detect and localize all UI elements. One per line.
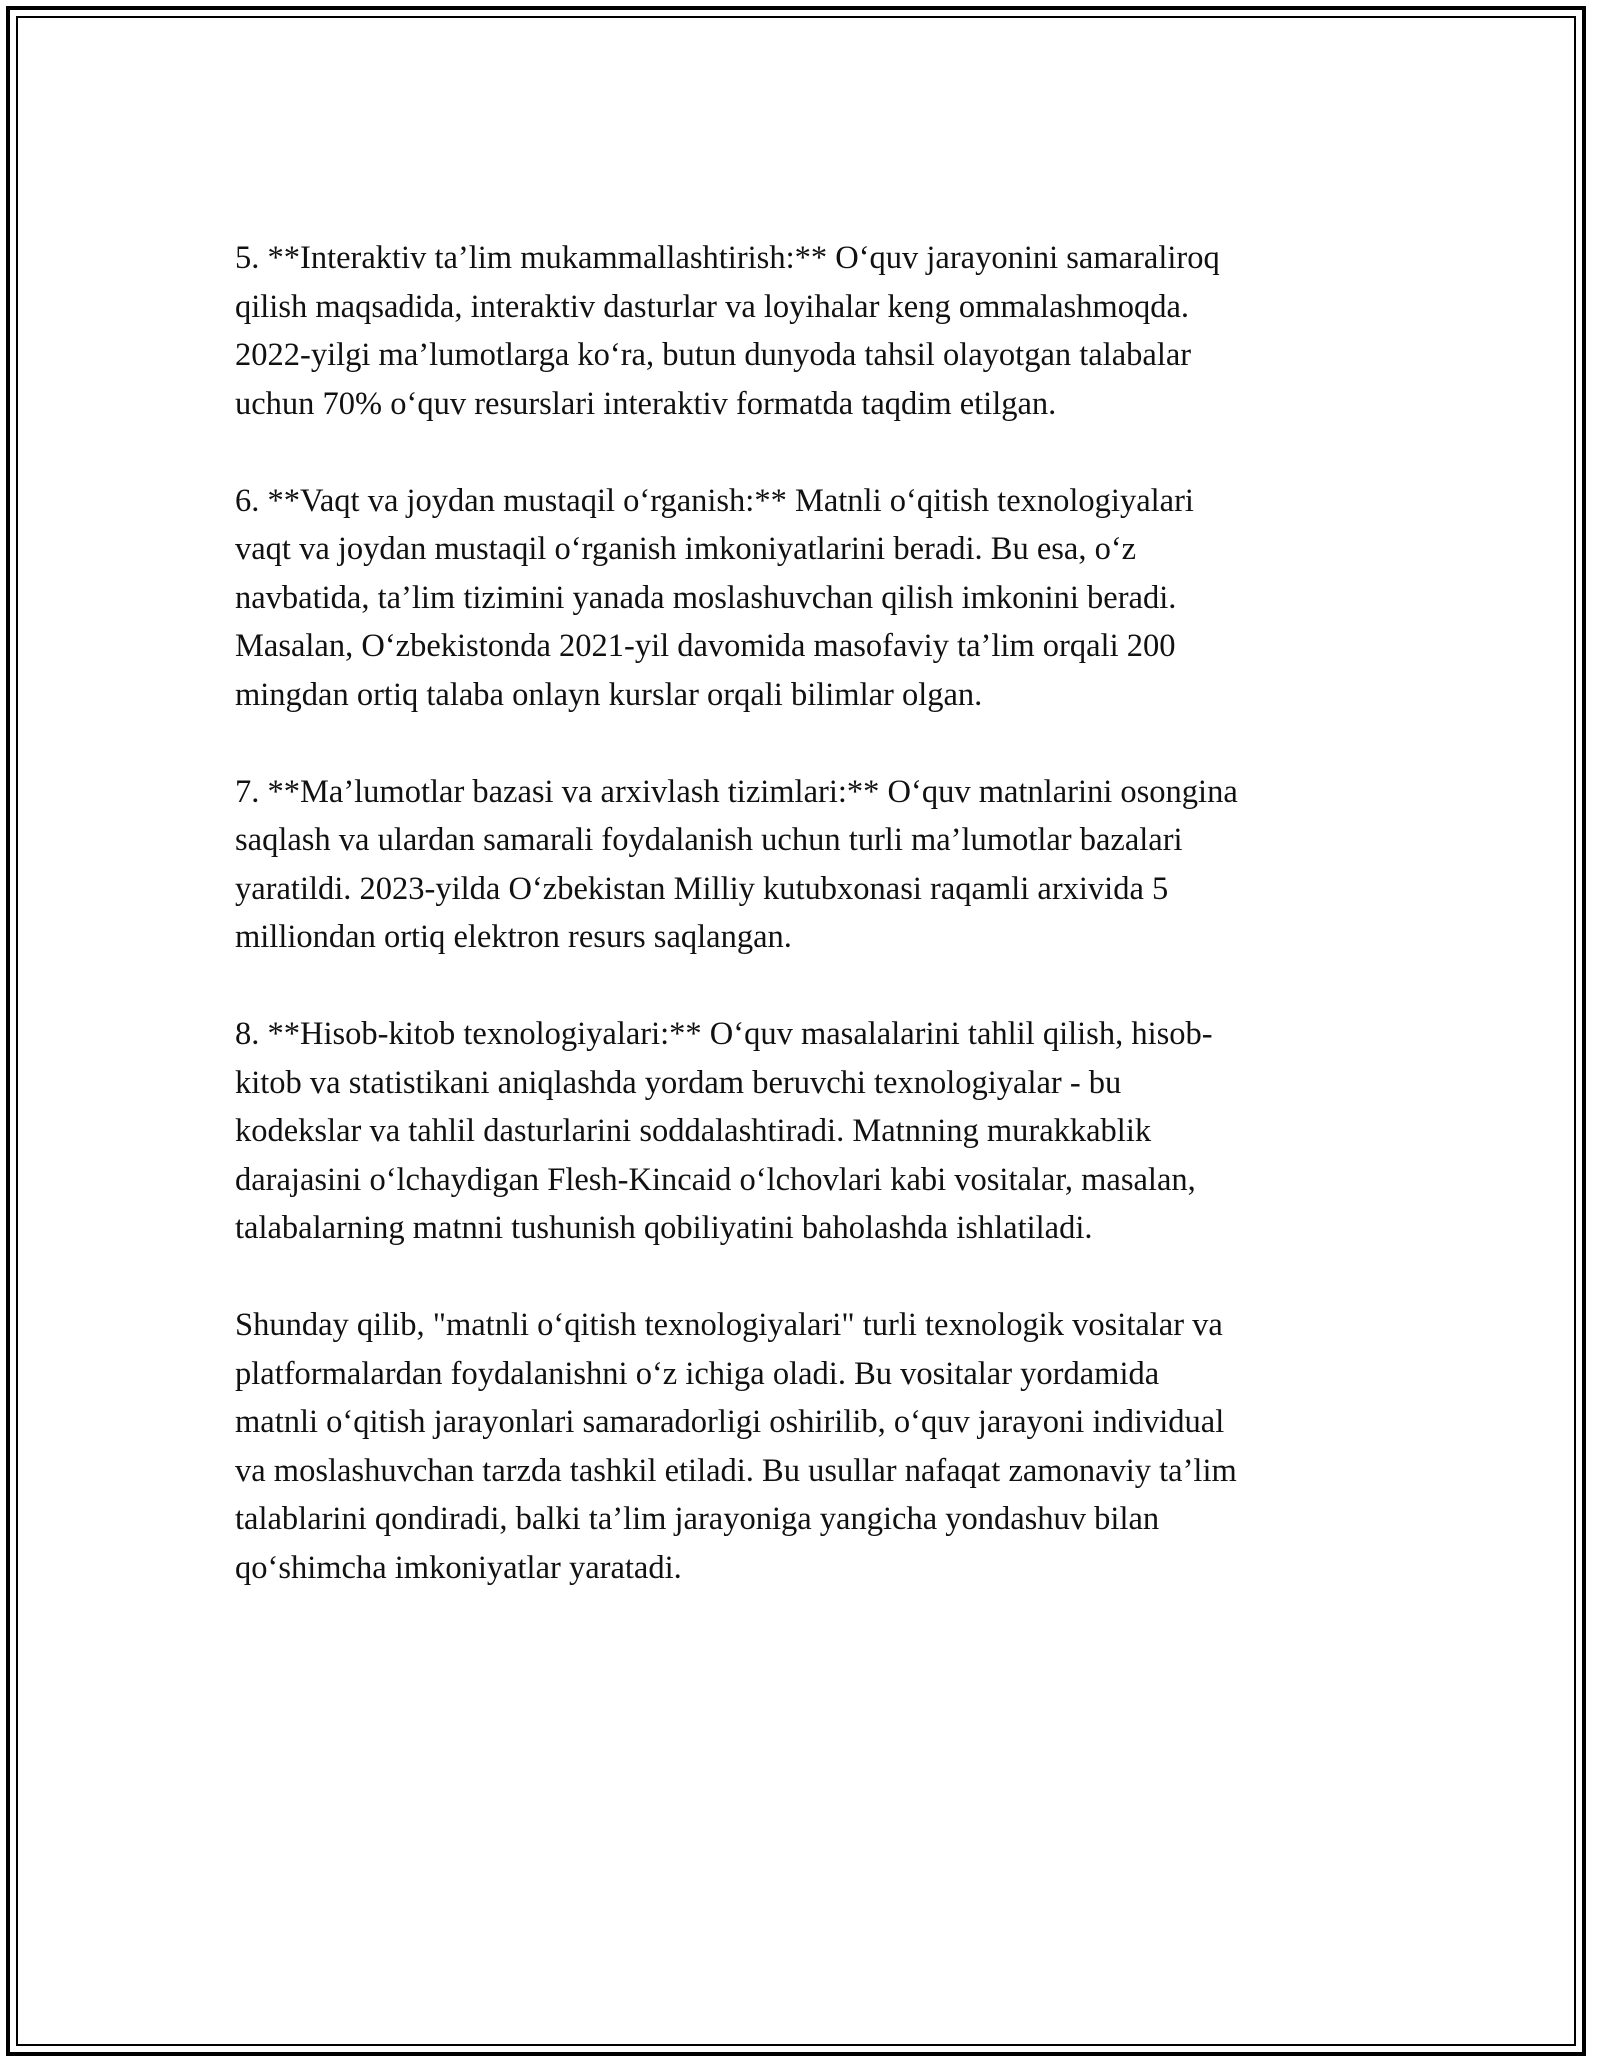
paragraph-independent-learning: 6. **Vaqt va joydan mustaqil o‘rganish:** Matnli o‘qitish texnologiyalari vaqt va joydan mustaqil o‘rganish imkoniyatlarini beradi. Bu esa, o‘z navbatida, ta’lim tizimini yanada moslashuvchan qilish imkonini beradi. Masalan, O‘zbekistonda 2021-yil davomida masofaviy ta’lim orqali 200 mingdan ortiq talaba onlayn kurslar orqali bilimlar olgan.: [235, 482, 1194, 713]
paragraph-databases-archives: 7. **Ma’lumotlar bazasi va arxivlash tizimlari:** O‘quv matnlarini osongina saqlash va ulardan samarali foydalanish uchun turli ma’lumotlar bazalari yaratildi. 2023-yilda O‘zbekistan Milliy kutubxonasi raqamli arxivida 5 milliondan ortiq elektron resurs saqlangan.: [235, 773, 1238, 955]
paragraph-conclusion: Shunday qilib, "matnli o‘qitish texnologiyalari" turli texnologik vositalar va platformalardan foydalanishni o‘z ichiga oladi. Bu vositalar yordamida matnli o‘qitish jarayonlari samaradorligi oshirilib, o‘quv jarayoni individual va moslashuvchan tarzda tashkil etiladi. Bu usullar nafaqat zamonaviy ta’lim talablarini qondiradi, balki ta’lim jarayoniga yangicha yondashuv bilan qo‘shimcha imkoniyatlar yaratadi.: [235, 1307, 1237, 1586]
paragraph-calculation-technologies: 8. **Hisob-kitob texnologiyalari:** O‘quv masalalarini tahlil qilish, hisob- kitob va statistikani aniqlashda yordam beruvchi texnologiyalar - bu kodekslar va tahlil dasturlarini soddalashtiradi. Matnning murakkablik darajasini o‘lchaydigan Flesh-Kincaid o‘lchovlari kabi vositalar, masalan, talabalarning matnni tushunish qobiliyatini baholashda ishlatiladi.: [235, 1016, 1213, 1246]
paragraph-interactive-learning: 5. **Interaktiv ta’lim mukammallashtirish:** O‘quv jarayonini samaraliroq qilish maqsadida, interaktiv dasturlar va loyihalar keng ommalashmoqda. 2022-yilgi ma’lumotlarga ko‘ra, butun dunyoda tahsil olayotgan talabalar uchun 70% o‘quv resurslari interaktiv formatda taqdim etilgan.: [235, 240, 1220, 422]
document-body: [235, 234, 1375, 1641]
